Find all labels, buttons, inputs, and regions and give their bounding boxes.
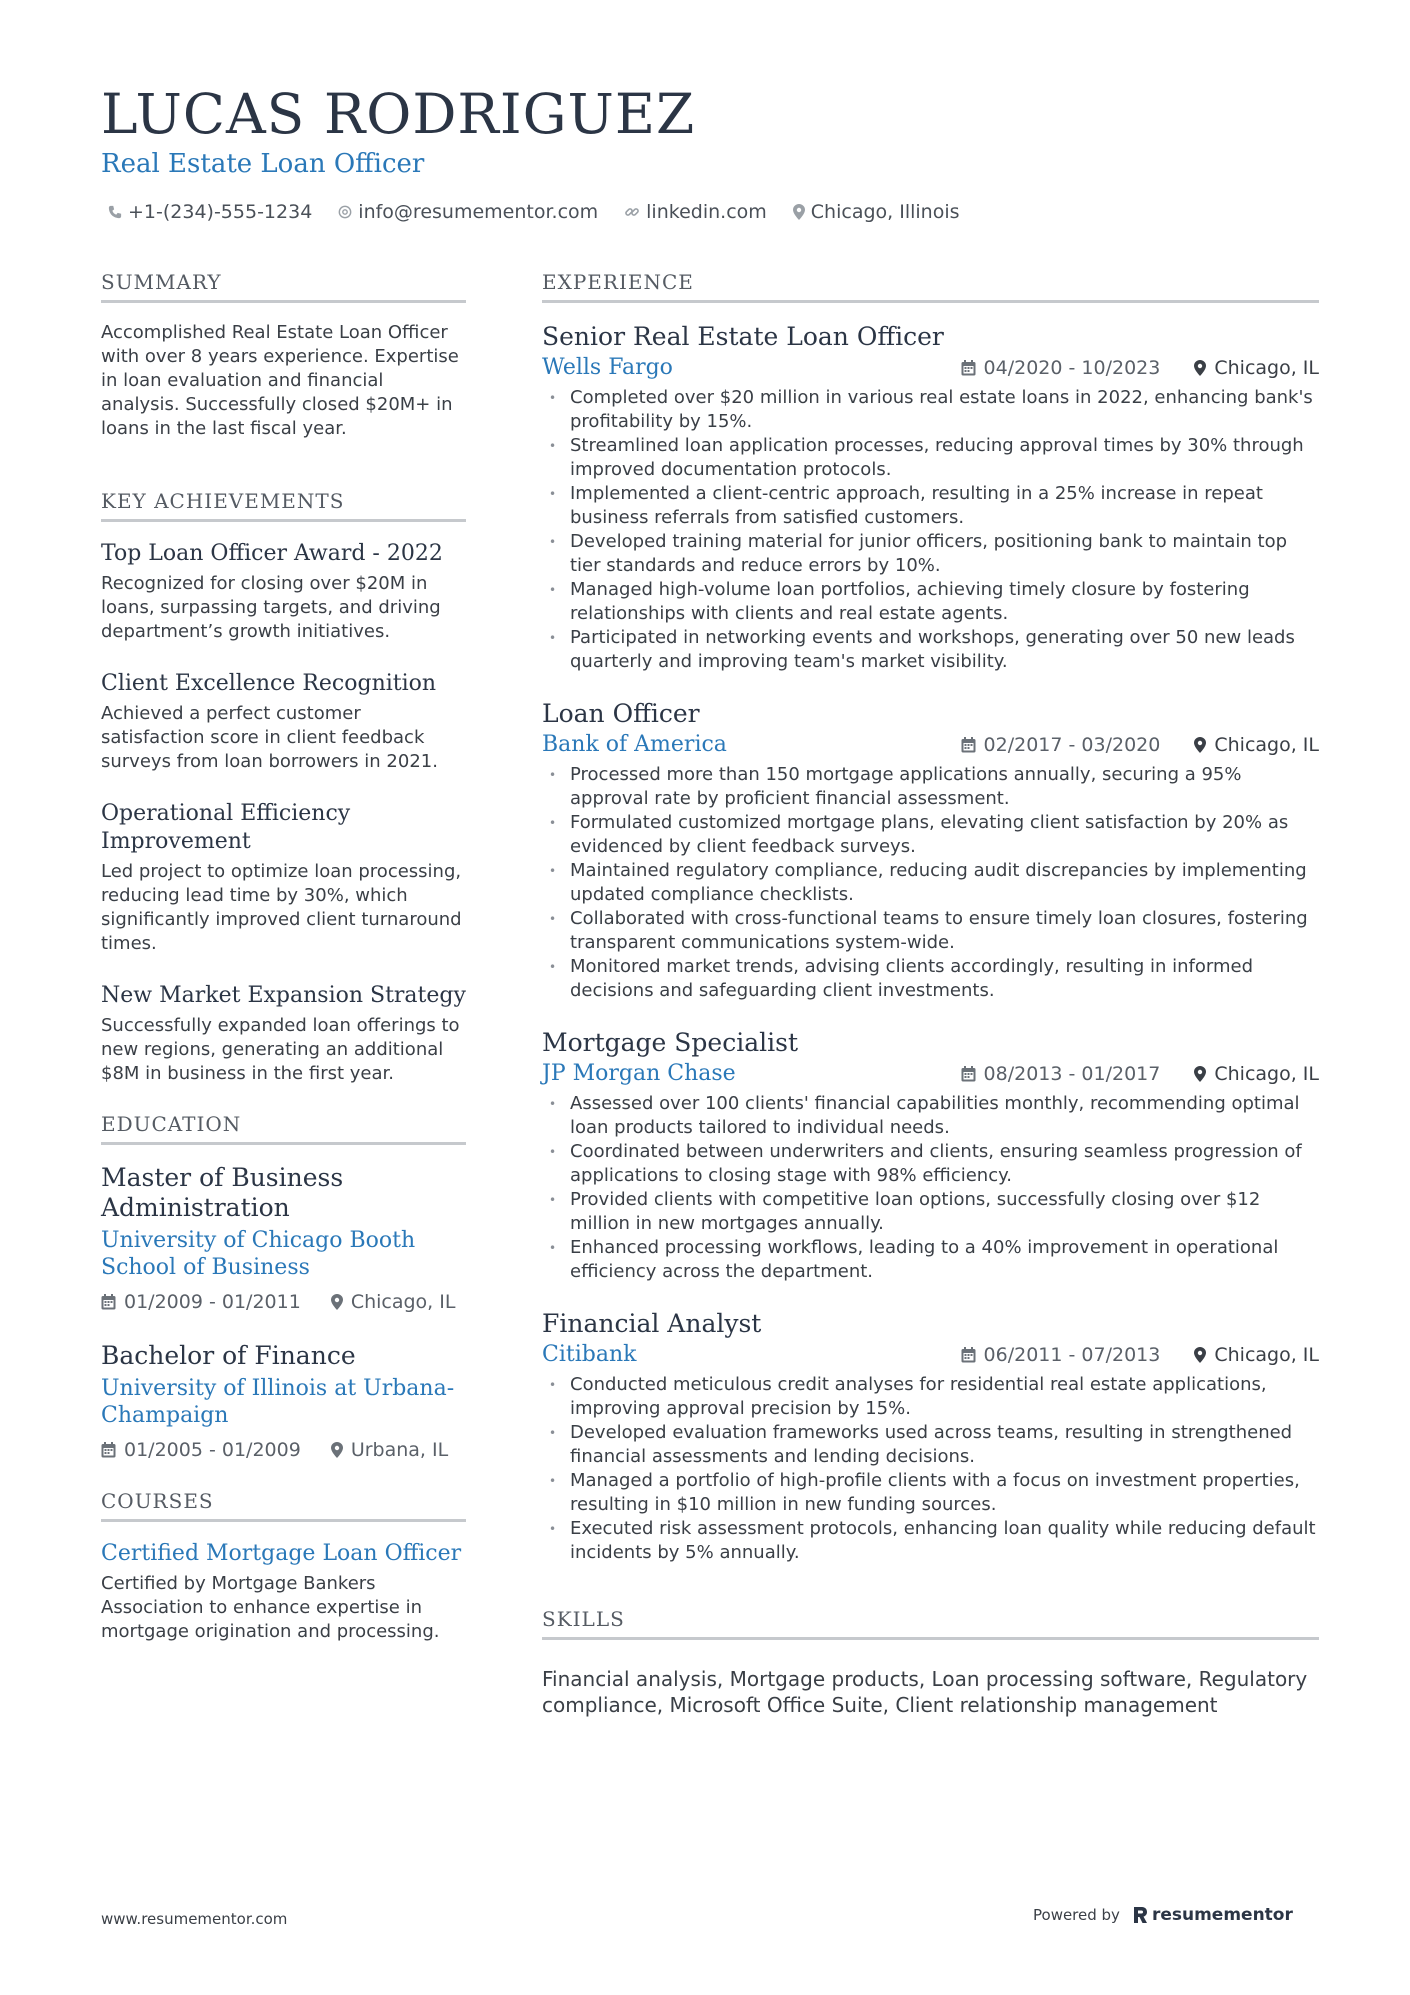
education-section [101, 1112, 466, 1461]
left-column [101, 270, 466, 1644]
phone-text: +1-(234)-555-1234 [128, 201, 313, 223]
job-bullets [542, 1373, 1319, 1565]
experience-section [542, 270, 1319, 1565]
job-dates: 08/2013 - 01/2017 [983, 1062, 1161, 1085]
education-location: Urbana, IL [350, 1439, 449, 1461]
location-icon [1194, 1066, 1206, 1082]
education-meta [101, 1439, 466, 1461]
skills-text: Financial analysis, Mortgage products, Loan processing software, Regulatory compliance, Microsoft Office Suite, Client relationship management [542, 1667, 1308, 1717]
achievement-title: Top Loan Officer Award - 2022 [101, 541, 443, 566]
job-bullets [542, 1092, 1319, 1284]
summary-heading: SUMMARY [101, 270, 466, 303]
calendar-icon [961, 1347, 976, 1363]
skills-heading: SKILLS [542, 1607, 1319, 1640]
achievement-title: Client Excellence Recognition [101, 671, 437, 696]
calendar-icon [101, 1442, 116, 1458]
powered-by-label: Powered by [1033, 1906, 1120, 1924]
footer-website[interactable]: www.resumementor.com [101, 1910, 288, 1928]
email-text[interactable]: info@resumementor.com [358, 201, 599, 223]
job-bullet: • Coordinated between underwriters and clients, ensuring seamless progression of applications to closing stage with 98% efficiency. [542, 1140, 1319, 1188]
company-name: Citibank [542, 1342, 637, 1367]
job-bullet: • Participated in networking events and workshops, generating over 50 new leads quarterly and improving team's market visibility. [542, 626, 1319, 674]
calendar-icon [961, 1066, 976, 1082]
job-header-row [542, 1061, 1319, 1086]
job-meta [961, 1344, 1319, 1366]
job-title: Mortgage Specialist [542, 1028, 798, 1057]
job-bullet: • Formulated customized mortgage plans, elevating client satisfaction by 20% as evidenced by client feedback surveys. [542, 811, 1319, 859]
job-bullet: • Conducted meticulous credit analyses for residential real estate applications, improving approval precision by 15%. [542, 1373, 1319, 1421]
courses-section [101, 1489, 466, 1644]
achievement-text: Achieved a perfect customer satisfaction score in client feedback surveys from loan borrowers in 2021. [101, 703, 438, 772]
skills-section [542, 1607, 1319, 1718]
achievement-item [101, 540, 466, 644]
job-location: Chicago, IL [1214, 733, 1319, 756]
experience-heading: EXPERIENCE [542, 270, 1319, 303]
achievement-item [101, 670, 466, 774]
resumementor-logo-icon [1132, 1906, 1148, 1924]
summary-section [101, 270, 466, 441]
job-title: Senior Real Estate Loan Officer [542, 322, 944, 351]
contact-phone [108, 201, 312, 223]
calendar-icon [101, 1294, 116, 1310]
at-icon [338, 205, 352, 219]
location-icon [793, 204, 805, 220]
candidate-headline: Real Estate Loan Officer [101, 149, 425, 179]
contact-email[interactable] [338, 201, 598, 223]
degree-title: Master of Business Administration [101, 1163, 344, 1222]
achievement-title: New Market Expansion Strategy [101, 983, 466, 1008]
achievements-section [101, 489, 466, 1086]
job-bullet: • Processed more than 150 mortgage applications annually, securing a 95% approval rate by proficient financial assessment. [542, 763, 1319, 811]
job-header-row [542, 355, 1319, 380]
phone-icon [108, 205, 122, 219]
job-bullet: • Managed high-volume loan portfolios, achieving timely closure by fostering relationships with clients and real estate agents. [542, 578, 1319, 626]
job-entry [542, 1308, 1319, 1565]
school-name: University of Chicago Booth School of Business [101, 1228, 416, 1280]
achievement-title: Operational Efficiency Improvement [101, 801, 351, 854]
job-location: Chicago, IL [1214, 1343, 1319, 1366]
company-name: Bank of America [542, 732, 727, 757]
courses-heading: COURSES [101, 1489, 466, 1522]
location-icon [331, 1442, 343, 1458]
contact-location [793, 201, 960, 223]
job-location: Chicago, IL [1214, 356, 1319, 379]
job-meta [961, 357, 1319, 379]
job-entry [542, 321, 1319, 674]
education-location: Chicago, IL [350, 1291, 456, 1313]
job-bullet: • Provided clients with competitive loan options, successfully closing over $12 million in new mortgages annually. [542, 1188, 1319, 1236]
job-bullet: • Developed training material for junior officers, positioning bank to maintain top tier standards and reduce errors by 10%. [542, 530, 1319, 578]
education-heading: EDUCATION [101, 1112, 466, 1145]
achievement-text: Led project to optimize loan processing, reducing lead time by 30%, which significantly improved client turnaround times. [101, 861, 462, 954]
education-item [101, 1341, 466, 1461]
degree-title: Bachelor of Finance [101, 1341, 356, 1370]
calendar-icon [961, 737, 976, 753]
location-icon [331, 1294, 343, 1310]
course-item [101, 1540, 466, 1644]
company-name: JP Morgan Chase [542, 1061, 736, 1086]
achievement-text: Successfully expanded loan offerings to new regions, generating an additional $8M in business in the first year. [101, 1015, 460, 1084]
job-bullet: • Executed risk assessment protocols, enhancing loan quality while reducing default incidents by 5% annually. [542, 1517, 1319, 1565]
job-title: Financial Analyst [542, 1309, 762, 1338]
education-meta [101, 1291, 466, 1313]
course-text: Certified by Mortgage Bankers Association to enhance expertise in mortgage origination and processing. [101, 1573, 440, 1642]
candidate-name: LUCAS RODRIGUEZ [101, 82, 696, 146]
school-name: University of Illinois at Urbana-Champaign [101, 1376, 455, 1428]
contact-linkedin[interactable] [624, 201, 767, 223]
education-dates: 01/2009 - 01/2011 [124, 1291, 301, 1313]
location-icon [1194, 737, 1206, 753]
job-bullets [542, 386, 1319, 674]
job-header-row [542, 1342, 1319, 1367]
brand-name: resumementor [1151, 1905, 1293, 1925]
right-column [542, 270, 1319, 1718]
link-icon [624, 204, 640, 220]
job-header-row [542, 732, 1319, 757]
achievement-item [101, 800, 466, 956]
job-bullet: • Managed a portfolio of high-profile clients with a focus on investment properties, resulting in $10 million in new funding sources. [542, 1469, 1319, 1517]
job-title: Loan Officer [542, 699, 700, 728]
achievement-text: Recognized for closing over $20M in loans, surpassing targets, and driving department’s growth initiatives. [101, 573, 441, 642]
achievements-heading: KEY ACHIEVEMENTS [101, 489, 466, 522]
job-meta [961, 1063, 1319, 1085]
job-location: Chicago, IL [1214, 1062, 1319, 1085]
location-icon [1194, 360, 1206, 376]
job-dates: 02/2017 - 03/2020 [983, 733, 1161, 756]
calendar-icon [961, 360, 976, 376]
company-name: Wells Fargo [542, 355, 673, 380]
job-bullet: • Assessed over 100 clients' financial capabilities monthly, recommending optimal loan products tailored to individual needs. [542, 1092, 1319, 1140]
course-title: Certified Mortgage Loan Officer [101, 1541, 462, 1566]
footer-powered-by [1033, 1905, 1293, 1925]
job-bullet: • Streamlined loan application processes, reducing approval times by 30% through improved documentation protocols. [542, 434, 1319, 482]
brand-logo[interactable] [1132, 1905, 1293, 1925]
job-bullet: • Collaborated with cross-functional teams to ensure timely loan closures, fostering transparent communications system-wide. [542, 907, 1319, 955]
job-dates: 04/2020 - 10/2023 [983, 356, 1161, 379]
job-bullet: • Developed evaluation frameworks used across teams, resulting in strengthened financial assessments and lending decisions. [542, 1421, 1319, 1469]
job-bullet: • Enhanced processing workflows, leading to a 40% improvement in operational efficiency across the department. [542, 1236, 1319, 1284]
contact-bar [108, 201, 960, 223]
achievement-item [101, 982, 466, 1086]
job-dates: 06/2011 - 07/2013 [983, 1343, 1161, 1366]
job-bullet: • Implemented a client-centric approach, resulting in a 25% increase in repeat business referrals from satisfied customers. [542, 482, 1319, 530]
job-bullets [542, 763, 1319, 1003]
linkedin-text[interactable]: linkedin.com [646, 201, 767, 223]
summary-text: Accomplished Real Estate Loan Officer with over 8 years experience. Expertise in loan evaluation and financial analysis. Successfully closed $20M+ in loans in the last fiscal year. [101, 322, 459, 439]
job-bullet: • Monitored market trends, advising clients accordingly, resulting in informed decisions and safeguarding client investments. [542, 955, 1319, 1003]
job-entry [542, 698, 1319, 1003]
job-entry [542, 1027, 1319, 1284]
location-icon [1194, 1347, 1206, 1363]
job-meta [961, 734, 1319, 756]
education-item [101, 1163, 466, 1313]
job-bullet: • Completed over $20 million in various real estate loans in 2022, enhancing bank's profitability by 15%. [542, 386, 1319, 434]
job-bullet: • Maintained regulatory compliance, reducing audit discrepancies by implementing updated compliance checklists. [542, 859, 1319, 907]
location-text: Chicago, Illinois [810, 201, 960, 223]
education-dates: 01/2005 - 01/2009 [124, 1439, 301, 1461]
